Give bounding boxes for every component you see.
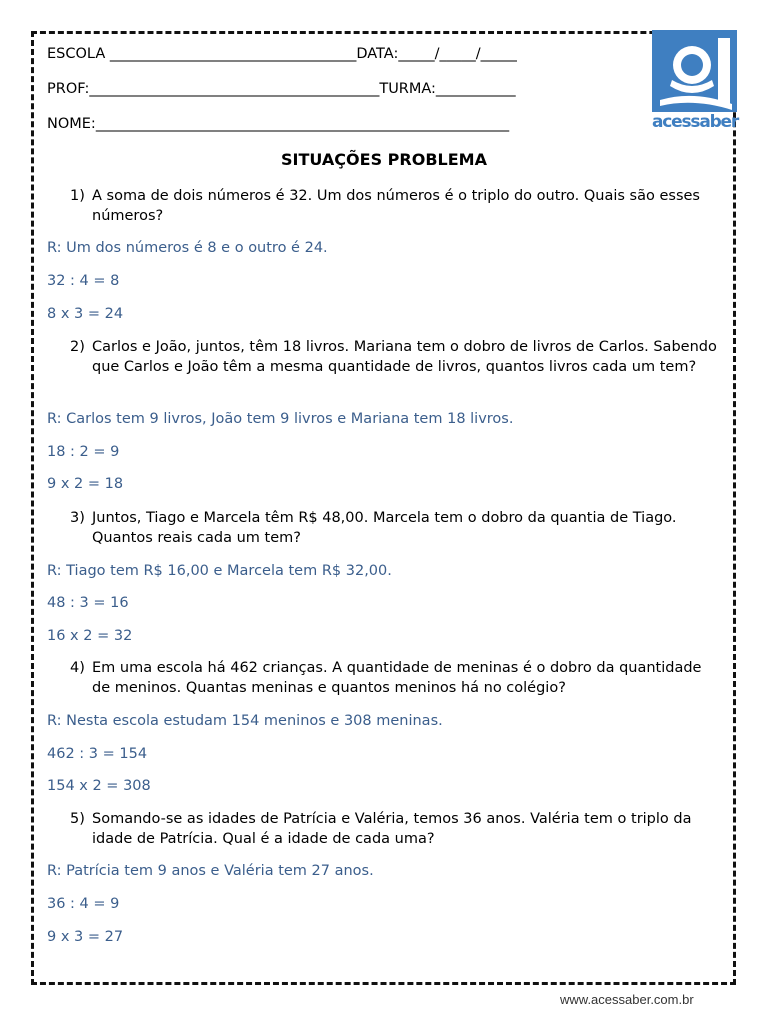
question-text: Juntos, Tiago e Marcela têm R$ 48,00. Marcela tem o dobro da quantia de Tiago. Quantos reais cada um tem? <box>92 510 677 546</box>
calc-4b: 154 x 2 = 308 <box>47 778 151 794</box>
question-text: A soma de dois números é 32. Um dos números é o triplo do outro. Quais são esses números? <box>92 188 700 224</box>
page-title: SITUAÇÕES PROBLEMA <box>281 150 487 169</box>
question-text: Em uma escola há 462 crianças. A quantidade de meninas é o dobro da quantidade de meninos. Quantas meninas e quantos meninos há no colégio? <box>92 660 702 696</box>
calc-4a: 462 : 3 = 154 <box>47 746 148 762</box>
calc-5b: 9 x 3 = 27 <box>47 929 124 945</box>
logo-wordmark: acessaber <box>652 112 739 132</box>
calc-3b: 16 x 2 = 32 <box>47 628 133 644</box>
answer-4: R: Nesta escola estudam 154 meninos e 308 meninas. <box>47 713 443 729</box>
answer-2: R: Carlos tem 9 livros, João tem 9 livros e Mariana tem 18 livros. <box>47 411 514 427</box>
prof-turma-line: PROF:________________________________________TURMA:___________ <box>47 81 516 97</box>
question-5 <box>70 809 720 849</box>
question-number: 1) <box>70 188 85 204</box>
calc-3a: 48 : 3 = 16 <box>47 595 129 611</box>
nome-line: NOME:_________________________________________________________ <box>47 116 510 132</box>
acessaber-logo <box>652 30 737 132</box>
logo-mark-icon <box>652 30 737 112</box>
escola-date-line: ESCOLA __________________________________DATA:_____/_____/_____ <box>47 46 517 62</box>
calc-1b: 8 x 3 = 24 <box>47 306 124 322</box>
footer-url[interactable]: www.acessaber.com.br <box>560 992 694 1007</box>
question-1 <box>70 186 720 226</box>
question-number: 5) <box>70 811 85 827</box>
answer-5: R: Patrícia tem 9 anos e Valéria tem 27 anos. <box>47 863 374 879</box>
question-text: Carlos e João, juntos, têm 18 livros. Mariana tem o dobro de livros de Carlos. Sabendo que Carlos e João têm a mesma quantidade de livros, quantos livros cada um tem? <box>92 339 717 375</box>
question-number: 3) <box>70 510 85 526</box>
answer-1: R: Um dos números é 8 e o outro é 24. <box>47 240 328 256</box>
question-number: 2) <box>70 339 85 355</box>
question-4 <box>70 658 720 698</box>
question-number: 4) <box>70 660 85 676</box>
calc-1a: 32 : 4 = 8 <box>47 273 120 289</box>
question-text: Somando-se as idades de Patrícia e Valéria, temos 36 anos. Valéria tem o triplo da idade de Patrícia. Qual é a idade de cada uma? <box>92 811 692 847</box>
calc-5a: 36 : 4 = 9 <box>47 896 120 912</box>
question-3 <box>70 508 720 548</box>
calc-2a: 18 : 2 = 9 <box>47 444 120 460</box>
calc-2b: 9 x 2 = 18 <box>47 476 124 492</box>
question-2 <box>70 337 720 377</box>
answer-3: R: Tiago tem R$ 16,00 e Marcela tem R$ 32,00. <box>47 563 392 579</box>
